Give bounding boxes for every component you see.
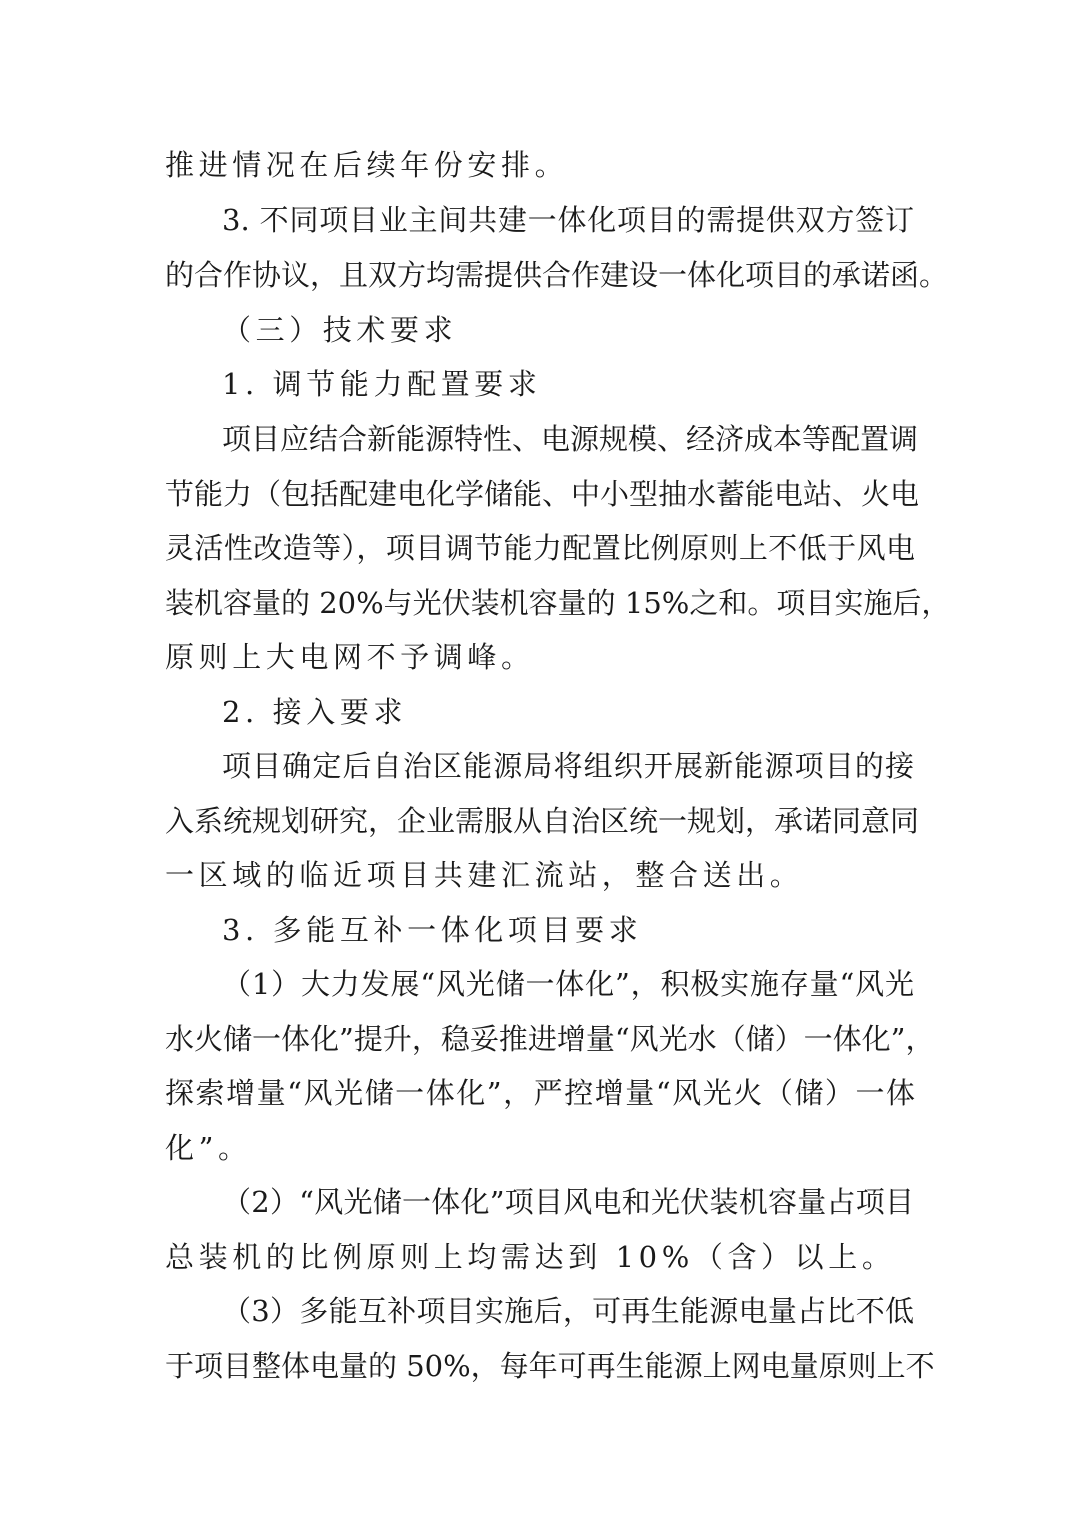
paragraph-line: （1）大力发展“风光储一体化”，积极实施存量“风光 — [222, 967, 914, 1001]
paragraph-line: 节能力（包括配建电化学储能、中小型抽水蓄能电站、火电 — [165, 477, 920, 511]
subsection-heading: 2. 接入要求 — [222, 695, 408, 729]
paragraph-line: 入系统规划研究，企业需服从自治区统一规划，承诺同意同 — [165, 804, 920, 838]
subsection-heading: 3. 多能互补一体化项目要求 — [222, 913, 643, 947]
paragraph-line: 灵活性改造等），项目调节能力配置比例原则上不低于风电 — [165, 531, 915, 565]
section-heading: （三）技术要求 — [222, 313, 458, 347]
paragraph-line: 总装机的比例原则上均需达到 10%（含）以上。 — [165, 1240, 896, 1274]
paragraph-line: 3. 不同项目业主间共建一体化项目的需提供双方签订 — [222, 203, 914, 237]
paragraph-line: 探索增量“风光储一体化”，严控增量“风光火（储）一体 — [165, 1076, 915, 1110]
paragraph-line: 装机容量的 20%与光伏装机容量的 15%之和。项目实施后， — [165, 586, 951, 620]
paragraph-line: （2）“风光储一体化”项目风电和光伏装机容量占项目 — [222, 1185, 914, 1219]
paragraph-line: （3）多能互补项目实施后，可再生能源电量占比不低 — [222, 1294, 914, 1328]
paragraph-line: 的合作协议，且双方均需提供合作建设一体化项目的承诺函。 — [165, 258, 949, 292]
paragraph-line: 水火储一体化”提升，稳妥推进增量“风光水（储）一体化”， — [165, 1022, 935, 1056]
paragraph-line: 项目应结合新能源特性、电源规模、经济成本等配置调 — [222, 422, 919, 456]
subsection-heading: 1. 调节能力配置要求 — [222, 367, 542, 401]
paragraph-line: 项目确定后自治区能源局将组织开展新能源项目的接 — [222, 749, 914, 783]
paragraph-line: 化”。 — [165, 1131, 252, 1165]
paragraph-line: 推进情况在后续年份安排。 — [165, 148, 569, 182]
paragraph-line: 一区域的临近项目共建汇流站，整合送出。 — [165, 858, 804, 892]
paragraph-line: 原则上大电网不予调峰。 — [165, 640, 535, 674]
paragraph-line: 于项目整体电量的 50%，每年可再生能源上网电量原则上不 — [165, 1349, 935, 1383]
